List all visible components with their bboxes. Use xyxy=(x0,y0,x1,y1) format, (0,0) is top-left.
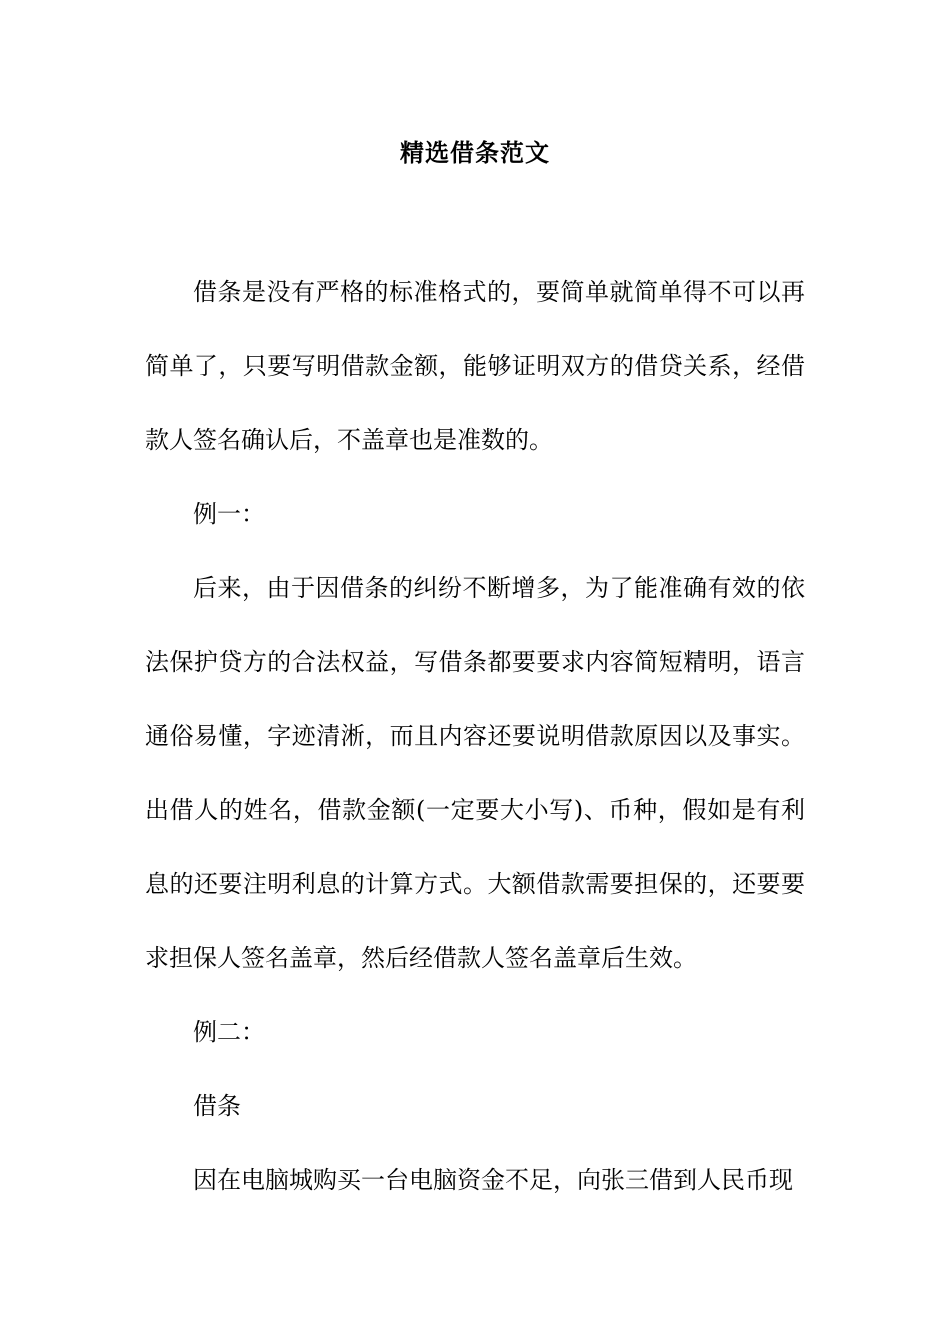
document-body xyxy=(145,255,805,1217)
paragraph-example-one-heading: 例一： xyxy=(193,500,265,528)
paragraph-example-one-body: 后来，由于因借条的纠纷不断增多，为了能准确有效的依法保护贷方的合法权益，写借条都要要求内容简短精明，语言通俗易懂，字迹清淅，而且内容还要说明借款原因以及事实。出借人的姓名，借款金额(一定要大小写)、币种，假如是有利息的还要注明利息的计算方式。大额借款需要担保的，还要要求担保人签名盖章，然后经借款人签名盖章后生效。 xyxy=(145,574,805,972)
paragraph-intro: 借条是没有严格的标准格式的，要简单就简单得不可以再简单了，只要写明借款金额，能够证明双方的借贷关系，经借款人签名确认后，不盖章也是准数的。 xyxy=(145,278,805,454)
paragraph-iou-heading: 借条 xyxy=(193,1092,241,1120)
document-title: 精选借条范文 xyxy=(400,138,550,167)
paragraph-example-two-heading: 例二： xyxy=(193,1018,265,1046)
paragraph-iou-body: 因在电脑城购买一台电脑资金不足，向张三借到人民币现 xyxy=(193,1166,793,1194)
